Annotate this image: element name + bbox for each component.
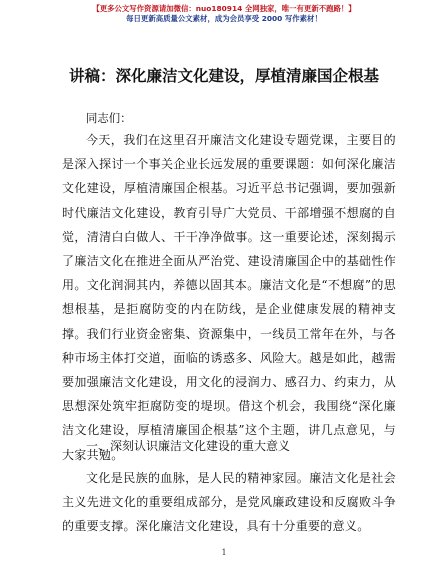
body-paragraph-2: 文化是民族的血脉，是人民的精神家园。廉洁文化是社会主义先进文化的重要组成部分，是党风廉政建设和反腐败斗争的重要支撑。深化廉洁文化建设，具有十分重要的意义。	[62, 471, 396, 534]
body-paragraph-1: 今天，我们在这里召开廉洁文化建设专题党课，主要目的是深入探讨一个事关企业长远发展的重要课题：如何深化廉洁文化建设，厚植清廉国企根基。习近平总书记强调，要加强新时代廉洁文化建设，教育引导广大党员、干部增强不想腐的自觉，清清白白做人、干干净净做事。这一重要论述，深刻揭示了廉洁文化在推进全面从严治党、建设清廉国企中的基础性作用。文化润洞其内，养德以固其本。廉洁文化是“不想腐”的思想根基，是拒腐防变的内在防线，是企业健康发展的精神支撑。我们行业资金密集、资源集中，一线员工常年在外，与各种市场主体打交道，面临的诱惑多、风险大。越是如此，越需要加强廉洁文化建设，用文化的浸润力、感召力、约束力，从思想深处筑牢拒腐防变的堤坝。借这个机会，我围绕“深化廉洁文化建设，厚植清廉国企根基”这个主题，讲几点意见，与大家共勉。	[62, 133, 396, 462]
promo-banner	[0, 4, 448, 24]
section-heading-1: 一、深刻认识廉洁文化建设的重大意义	[86, 439, 291, 453]
promo-banner-line2: 每日更新高质量公文素材，成为会员享受 2000 写作素材！	[126, 14, 322, 23]
body-paragraph-1-container	[62, 128, 396, 467]
salutation: 同志们：	[86, 111, 132, 125]
body-paragraph-2-container	[62, 466, 396, 539]
page-number: 1	[221, 548, 227, 557]
promo-banner-line1: 【更多公文写作资源请加微信：nuo180914 全网独家，唯一有更新不跑路！】	[92, 4, 356, 13]
document-title: 讲稿：深化廉洁文化建设，厚植清廉国企根基	[68, 67, 379, 85]
